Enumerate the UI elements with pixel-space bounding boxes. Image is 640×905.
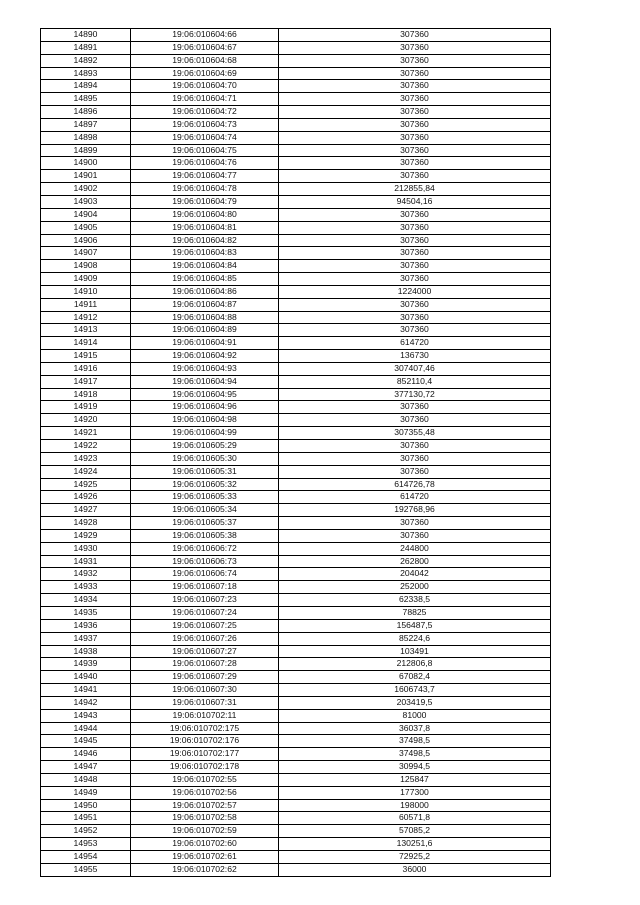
value-cell: 203419,5 (279, 696, 551, 709)
cadastral-number-cell: 19:06:010604:89 (131, 324, 279, 337)
row-number-cell: 14937 (41, 632, 131, 645)
row-number-cell: 14908 (41, 260, 131, 273)
table-row (41, 195, 551, 208)
value-cell: 307360 (279, 29, 551, 42)
value-cell: 130251,6 (279, 838, 551, 851)
cadastral-number-cell: 19:06:010604:88 (131, 311, 279, 324)
value-cell: 307360 (279, 208, 551, 221)
row-number-cell: 14939 (41, 658, 131, 671)
row-number-cell: 14933 (41, 581, 131, 594)
row-number-cell: 14924 (41, 465, 131, 478)
cadastral-number-cell: 19:06:010605:32 (131, 478, 279, 491)
cadastral-number-cell: 19:06:010702:62 (131, 863, 279, 876)
cadastral-number-cell: 19:06:010604:83 (131, 247, 279, 260)
cadastral-number-cell: 19:06:010604:74 (131, 131, 279, 144)
table-row (41, 799, 551, 812)
value-cell: 307360 (279, 221, 551, 234)
row-number-cell: 14904 (41, 208, 131, 221)
value-cell: 307360 (279, 324, 551, 337)
table-row (41, 786, 551, 799)
value-cell: 244800 (279, 542, 551, 555)
value-cell: 60571,8 (279, 812, 551, 825)
cadastral-number-cell: 19:06:010607:18 (131, 581, 279, 594)
cadastral-number-cell: 19:06:010604:85 (131, 273, 279, 286)
cadastral-number-cell: 19:06:010607:29 (131, 671, 279, 684)
value-cell: 307360 (279, 93, 551, 106)
table-row (41, 645, 551, 658)
row-number-cell: 14949 (41, 786, 131, 799)
cadastral-number-cell: 19:06:010604:80 (131, 208, 279, 221)
value-cell: 307360 (279, 170, 551, 183)
table-row (41, 619, 551, 632)
value-cell: 198000 (279, 799, 551, 812)
table-row (41, 414, 551, 427)
row-number-cell: 14903 (41, 195, 131, 208)
table-row (41, 260, 551, 273)
cadastral-number-cell: 19:06:010604:69 (131, 67, 279, 80)
row-number-cell: 14953 (41, 838, 131, 851)
row-number-cell: 14911 (41, 298, 131, 311)
row-number-cell: 14920 (41, 414, 131, 427)
cadastral-number-cell: 19:06:010604:86 (131, 285, 279, 298)
row-number-cell: 14948 (41, 773, 131, 786)
row-number-cell: 14914 (41, 337, 131, 350)
table-row (41, 375, 551, 388)
value-cell: 81000 (279, 709, 551, 722)
cadastral-number-cell: 19:06:010607:26 (131, 632, 279, 645)
table-row (41, 234, 551, 247)
row-number-cell: 14891 (41, 41, 131, 54)
row-number-cell: 14897 (41, 118, 131, 131)
row-number-cell: 14916 (41, 362, 131, 375)
cadastral-number-cell: 19:06:010605:33 (131, 491, 279, 504)
table-row (41, 208, 551, 221)
table-row (41, 529, 551, 542)
row-number-cell: 14906 (41, 234, 131, 247)
cadastral-number-cell: 19:06:010604:79 (131, 195, 279, 208)
table-row (41, 170, 551, 183)
value-cell: 307360 (279, 529, 551, 542)
value-cell: 1606743,7 (279, 684, 551, 697)
cadastral-number-cell: 19:06:010702:60 (131, 838, 279, 851)
value-cell: 307360 (279, 41, 551, 54)
row-number-cell: 14932 (41, 568, 131, 581)
cadastral-number-cell: 19:06:010607:24 (131, 606, 279, 619)
table-row (41, 324, 551, 337)
table-row (41, 684, 551, 697)
cadastral-value-table (40, 28, 551, 877)
value-cell: 614720 (279, 337, 551, 350)
row-number-cell: 14890 (41, 29, 131, 42)
row-number-cell: 14912 (41, 311, 131, 324)
value-cell: 103491 (279, 645, 551, 658)
table-row (41, 311, 551, 324)
value-cell: 307355,48 (279, 427, 551, 440)
table-row (41, 80, 551, 93)
value-cell: 307360 (279, 517, 551, 530)
value-cell: 57085,2 (279, 825, 551, 838)
cadastral-number-cell: 19:06:010604:72 (131, 106, 279, 119)
row-number-cell: 14950 (41, 799, 131, 812)
row-number-cell: 14928 (41, 517, 131, 530)
cadastral-number-cell: 19:06:010606:74 (131, 568, 279, 581)
row-number-cell: 14922 (41, 440, 131, 453)
table-row (41, 157, 551, 170)
row-number-cell: 14902 (41, 183, 131, 196)
table-row (41, 388, 551, 401)
value-cell: 212855,84 (279, 183, 551, 196)
table-row (41, 465, 551, 478)
row-number-cell: 14943 (41, 709, 131, 722)
table-row (41, 542, 551, 555)
cadastral-number-cell: 19:06:010605:37 (131, 517, 279, 530)
table-row (41, 273, 551, 286)
table-row (41, 658, 551, 671)
cadastral-number-cell: 19:06:010607:30 (131, 684, 279, 697)
table-body (41, 29, 551, 877)
value-cell: 307360 (279, 311, 551, 324)
value-cell: 307360 (279, 106, 551, 119)
cadastral-number-cell: 19:06:010604:98 (131, 414, 279, 427)
row-number-cell: 14926 (41, 491, 131, 504)
cadastral-number-cell: 19:06:010604:93 (131, 362, 279, 375)
value-cell: 37498,5 (279, 748, 551, 761)
row-number-cell: 14931 (41, 555, 131, 568)
cadastral-number-cell: 19:06:010607:25 (131, 619, 279, 632)
cadastral-number-cell: 19:06:010604:77 (131, 170, 279, 183)
value-cell: 307360 (279, 452, 551, 465)
cadastral-number-cell: 19:06:010702:55 (131, 773, 279, 786)
row-number-cell: 14895 (41, 93, 131, 106)
row-number-cell: 14905 (41, 221, 131, 234)
cadastral-number-cell: 19:06:010605:34 (131, 504, 279, 517)
table-row (41, 221, 551, 234)
value-cell: 62338,5 (279, 594, 551, 607)
value-cell: 94504,16 (279, 195, 551, 208)
value-cell: 67082,4 (279, 671, 551, 684)
table-row (41, 735, 551, 748)
value-cell: 78825 (279, 606, 551, 619)
cadastral-number-cell: 19:06:010607:23 (131, 594, 279, 607)
table-row (41, 773, 551, 786)
value-cell: 30994,5 (279, 761, 551, 774)
value-cell: 307360 (279, 67, 551, 80)
table-row (41, 401, 551, 414)
cadastral-number-cell: 19:06:010604:82 (131, 234, 279, 247)
cadastral-number-cell: 19:06:010702:61 (131, 851, 279, 864)
cadastral-number-cell: 19:06:010702:58 (131, 812, 279, 825)
table-row (41, 517, 551, 530)
row-number-cell: 14893 (41, 67, 131, 80)
row-number-cell: 14899 (41, 144, 131, 157)
row-number-cell: 14952 (41, 825, 131, 838)
cadastral-number-cell: 19:06:010604:73 (131, 118, 279, 131)
value-cell: 307360 (279, 234, 551, 247)
cadastral-number-cell: 19:06:010604:87 (131, 298, 279, 311)
table-row (41, 696, 551, 709)
table-row (41, 452, 551, 465)
value-cell: 125847 (279, 773, 551, 786)
row-number-cell: 14941 (41, 684, 131, 697)
row-number-cell: 14917 (41, 375, 131, 388)
row-number-cell: 14907 (41, 247, 131, 260)
cadastral-number-cell: 19:06:010604:71 (131, 93, 279, 106)
value-cell: 307360 (279, 260, 551, 273)
table-row (41, 838, 551, 851)
row-number-cell: 14909 (41, 273, 131, 286)
cadastral-number-cell: 19:06:010702:57 (131, 799, 279, 812)
value-cell: 307360 (279, 118, 551, 131)
value-cell: 85224,6 (279, 632, 551, 645)
table-row (41, 709, 551, 722)
cadastral-number-cell: 19:06:010605:38 (131, 529, 279, 542)
table-row (41, 671, 551, 684)
table-row (41, 298, 551, 311)
row-number-cell: 14921 (41, 427, 131, 440)
cadastral-number-cell: 19:06:010606:72 (131, 542, 279, 555)
cadastral-number-cell: 19:06:010604:76 (131, 157, 279, 170)
cadastral-number-cell: 19:06:010604:81 (131, 221, 279, 234)
cadastral-number-cell: 19:06:010702:178 (131, 761, 279, 774)
table-row (41, 93, 551, 106)
value-cell: 307360 (279, 157, 551, 170)
row-number-cell: 14923 (41, 452, 131, 465)
cadastral-number-cell: 19:06:010605:29 (131, 440, 279, 453)
value-cell: 307360 (279, 440, 551, 453)
value-cell: 307360 (279, 273, 551, 286)
cadastral-number-cell: 19:06:010702:176 (131, 735, 279, 748)
row-number-cell: 14913 (41, 324, 131, 337)
row-number-cell: 14892 (41, 54, 131, 67)
cadastral-number-cell: 19:06:010604:99 (131, 427, 279, 440)
row-number-cell: 14940 (41, 671, 131, 684)
table-row (41, 632, 551, 645)
table-row (41, 478, 551, 491)
value-cell: 307360 (279, 401, 551, 414)
row-number-cell: 14898 (41, 131, 131, 144)
value-cell: 1224000 (279, 285, 551, 298)
cadastral-number-cell: 19:06:010604:95 (131, 388, 279, 401)
value-cell: 307360 (279, 465, 551, 478)
value-cell: 36000 (279, 863, 551, 876)
row-number-cell: 14894 (41, 80, 131, 93)
row-number-cell: 14915 (41, 350, 131, 363)
table-row (41, 67, 551, 80)
table-row (41, 825, 551, 838)
row-number-cell: 14925 (41, 478, 131, 491)
value-cell: 307360 (279, 80, 551, 93)
cadastral-number-cell: 19:06:010604:68 (131, 54, 279, 67)
value-cell: 614720 (279, 491, 551, 504)
value-cell: 307360 (279, 54, 551, 67)
cadastral-number-cell: 19:06:010702:56 (131, 786, 279, 799)
cadastral-number-cell: 19:06:010702:11 (131, 709, 279, 722)
table-row (41, 555, 551, 568)
value-cell: 852110,4 (279, 375, 551, 388)
row-number-cell: 14944 (41, 722, 131, 735)
cadastral-number-cell: 19:06:010604:66 (131, 29, 279, 42)
table-row (41, 568, 551, 581)
row-number-cell: 14947 (41, 761, 131, 774)
cadastral-number-cell: 19:06:010604:84 (131, 260, 279, 273)
table-row (41, 606, 551, 619)
cadastral-number-cell: 19:06:010605:30 (131, 452, 279, 465)
cadastral-number-cell: 19:06:010605:31 (131, 465, 279, 478)
cadastral-number-cell: 19:06:010604:70 (131, 80, 279, 93)
cadastral-number-cell: 19:06:010604:67 (131, 41, 279, 54)
cadastral-number-cell: 19:06:010607:28 (131, 658, 279, 671)
table-row (41, 118, 551, 131)
value-cell: 307407,46 (279, 362, 551, 375)
table-row (41, 106, 551, 119)
table-row (41, 285, 551, 298)
row-number-cell: 14918 (41, 388, 131, 401)
row-number-cell: 14955 (41, 863, 131, 876)
table-row (41, 54, 551, 67)
row-number-cell: 14896 (41, 106, 131, 119)
table-row (41, 440, 551, 453)
cadastral-number-cell: 19:06:010604:91 (131, 337, 279, 350)
row-number-cell: 14929 (41, 529, 131, 542)
value-cell: 177300 (279, 786, 551, 799)
value-cell: 252000 (279, 581, 551, 594)
cadastral-number-cell: 19:06:010604:78 (131, 183, 279, 196)
cadastral-number-cell: 19:06:010606:73 (131, 555, 279, 568)
cadastral-number-cell: 19:06:010607:31 (131, 696, 279, 709)
table-row (41, 144, 551, 157)
value-cell: 614726,78 (279, 478, 551, 491)
value-cell: 156487,5 (279, 619, 551, 632)
table-row (41, 581, 551, 594)
row-number-cell: 14900 (41, 157, 131, 170)
row-number-cell: 14935 (41, 606, 131, 619)
value-cell: 307360 (279, 298, 551, 311)
table-row (41, 247, 551, 260)
row-number-cell: 14934 (41, 594, 131, 607)
table-row (41, 29, 551, 42)
value-cell: 307360 (279, 414, 551, 427)
table-row (41, 131, 551, 144)
value-cell: 212806,8 (279, 658, 551, 671)
row-number-cell: 14910 (41, 285, 131, 298)
table-row (41, 722, 551, 735)
cadastral-number-cell: 19:06:010702:59 (131, 825, 279, 838)
table-row (41, 863, 551, 876)
cadastral-number-cell: 19:06:010702:175 (131, 722, 279, 735)
value-cell: 307360 (279, 247, 551, 260)
table-row (41, 427, 551, 440)
value-cell: 307360 (279, 131, 551, 144)
cadastral-number-cell: 19:06:010604:92 (131, 350, 279, 363)
table-row (41, 761, 551, 774)
table-row (41, 812, 551, 825)
table-row (41, 362, 551, 375)
table-row (41, 491, 551, 504)
cadastral-number-cell: 19:06:010604:75 (131, 144, 279, 157)
table-row (41, 337, 551, 350)
table-row (41, 851, 551, 864)
table-row (41, 748, 551, 761)
table-row (41, 183, 551, 196)
cadastral-number-cell: 19:06:010702:177 (131, 748, 279, 761)
row-number-cell: 14927 (41, 504, 131, 517)
cadastral-number-cell: 19:06:010604:96 (131, 401, 279, 414)
value-cell: 136730 (279, 350, 551, 363)
row-number-cell: 14951 (41, 812, 131, 825)
value-cell: 192768,96 (279, 504, 551, 517)
value-cell: 262800 (279, 555, 551, 568)
row-number-cell: 14945 (41, 735, 131, 748)
row-number-cell: 14901 (41, 170, 131, 183)
value-cell: 204042 (279, 568, 551, 581)
cadastral-number-cell: 19:06:010604:94 (131, 375, 279, 388)
table-row (41, 504, 551, 517)
table-row (41, 41, 551, 54)
cadastral-number-cell: 19:06:010607:27 (131, 645, 279, 658)
table-row (41, 350, 551, 363)
row-number-cell: 14942 (41, 696, 131, 709)
row-number-cell: 14919 (41, 401, 131, 414)
table-row (41, 594, 551, 607)
value-cell: 36037,8 (279, 722, 551, 735)
value-cell: 37498,5 (279, 735, 551, 748)
row-number-cell: 14930 (41, 542, 131, 555)
value-cell: 307360 (279, 144, 551, 157)
row-number-cell: 14936 (41, 619, 131, 632)
row-number-cell: 14938 (41, 645, 131, 658)
row-number-cell: 14954 (41, 851, 131, 864)
value-cell: 377130,72 (279, 388, 551, 401)
value-cell: 72925,2 (279, 851, 551, 864)
row-number-cell: 14946 (41, 748, 131, 761)
